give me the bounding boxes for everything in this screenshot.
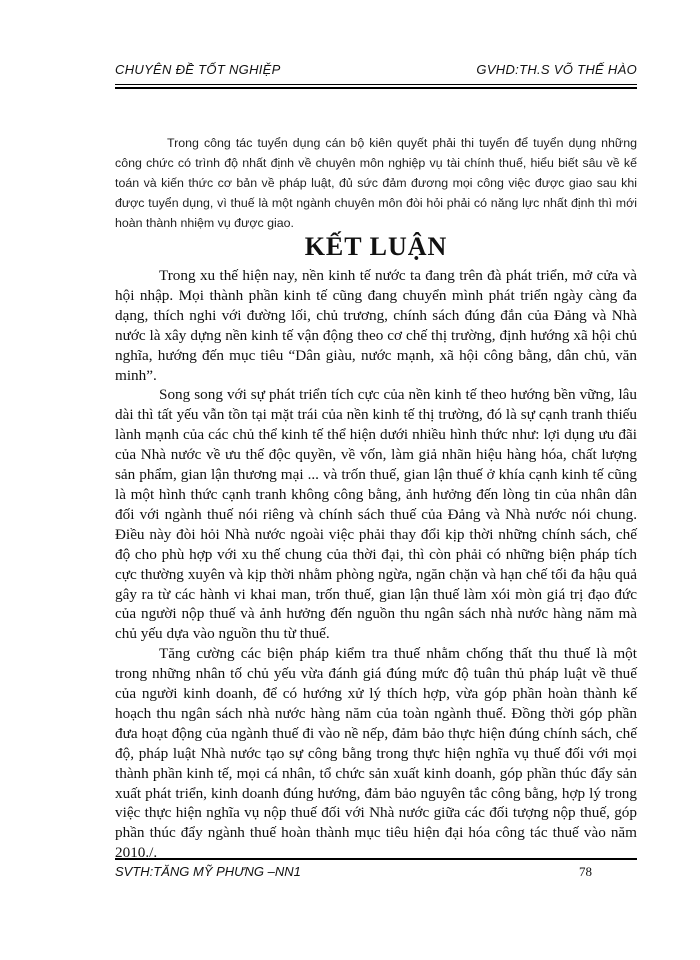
- header-left-title: CHUYÊN ĐỀ TỐT NGHIỆP: [115, 62, 281, 77]
- footer-rule: [115, 858, 637, 860]
- header-rule-thin: [115, 84, 637, 85]
- footer-student-name: SVTH:TĂNG MỸ PHƯNG –NN1: [115, 864, 301, 879]
- conclusion-paragraph-1: Trong xu thế hiện nay, nền kinh tế nước ta đang trên đà phát triển, mở cửa và hội nhập. Mọi thành phần kinh tế cũng đang chuyển mình phát triển ngày càng đa dạng, thích nghi với đường lối, chủ trương, chính sách đúng đắn của Đảng và Nhà nước là xây dựng nền kinh tế vận động theo cơ chế thị trường, định hướng xã hội chủ nghĩa, hướng đến mục tiêu “Dân giàu, nước mạnh, xã hội công bằng, dân chủ, văn minh”.: [115, 267, 637, 384]
- intro-paragraph: Trong công tác tuyển dụng cán bộ kiên quyết phải thi tuyển để tuyển dụng những công chức có trình độ nhất định về chuyên môn nghiệp vụ tài chính thuế, hiểu biết sâu về kế toán và kiến thức cơ bản về pháp luật, đủ sức đảm đương mọi công việc được giao sau khi được tuyển dụng, vì thuế là một ngành chuyên môn đòi hỏi phải có năng lực nhất định thì mới hoàn thành nhiệm vụ được giao.: [115, 136, 637, 230]
- page-header: [115, 62, 637, 84]
- header-rule-thick: [115, 87, 637, 89]
- header-right-advisor: GVHD:TH.S VÕ THẾ HÀO: [476, 62, 637, 77]
- page-number: 78: [579, 864, 592, 879]
- conclusion-paragraph-3: Tăng cường các biện pháp kiểm tra thuế nhằm chống thất thu thuế là một trong những nhân tố chủ yếu vừa đánh giá đúng mức độ tuân thủ pháp luật về thuế của người kinh doanh, để có hướng xử lý thích hợp, vừa góp phần hoàn thành kế hoạch thu ngân sách nhà nước hàng năm của toàn ngành thuế. Đồng thời góp phần đưa hoạt động của ngành thuế đi vào nề nếp, đảm bảo thực hiện đúng chính sách, chế độ, pháp luật Nhà nước tạo sự công bằng trong thực hiện nghĩa vụ thuế đối với mọi thành phần kinh tế, mọi cá nhân, tổ chức sản xuất kinh doanh, góp phần thúc đẩy sản xuất phát triển, kinh doanh đúng hướng, đảm bảo nguyên tắc công bằng, hợp lý trong việc thực hiện nghĩa vụ nộp thuế đối với Nhà nước giữa các đối tượng nộp thuế, góp phần thúc đẩy ngành thuế hoàn thành mục tiêu hiện đại hóa công tác thuế vào năm 2010./.: [115, 645, 637, 862]
- page-footer: [115, 864, 637, 884]
- section-title: KẾT LUẬN: [304, 232, 448, 261]
- conclusion-paragraph-2: Song song với sự phát triển tích cực của nền kinh tế theo hướng bền vững, lâu dài thì tất yếu vẫn tồn tại mặt trái của nền kinh tế thị trường, đó là sự cạnh tranh thiếu lành mạnh của các chủ thể kinh tế thể hiện dưới nhiều hình thức như: lợi dụng ưu đãi của Nhà nước về ưu thế độc quyền, về vốn, làm giả nhãn hiệu hàng hóa, chất lượng sản phẩm, gian lận thương mại ... và trốn thuế, gian lận thuế ở khía cạnh kinh tế cũng là một hình thức cạnh tranh không công bằng, ảnh hưởng đến lòng tin của nhân dân đối với ngành thuế nói riêng và chính sách thuế của Đảng và Nhà nước nói chung. Điều này đòi hỏi Nhà nước ngoài việc phải thay đổi kịp thời những chính sách, chế độ cho phù hợp với xu thế chung của thời đại, thì còn phải có những biện pháp tích cực thường xuyên và kịp thời nhằm phòng ngừa, ngăn chặn và hạn chế tối đa hậu quả gây ra từ các hành vi khai man, trốn thuế, gian lận thuế làm xói mòn giá trị đạo đức của người nộp thuế và ảnh hưởng đến nguồn thu ngân sách nhà nước hàng năm mà chủ yếu dựa vào nguồn thu từ thuế.: [115, 386, 637, 643]
- conclusion-body: [115, 266, 637, 863]
